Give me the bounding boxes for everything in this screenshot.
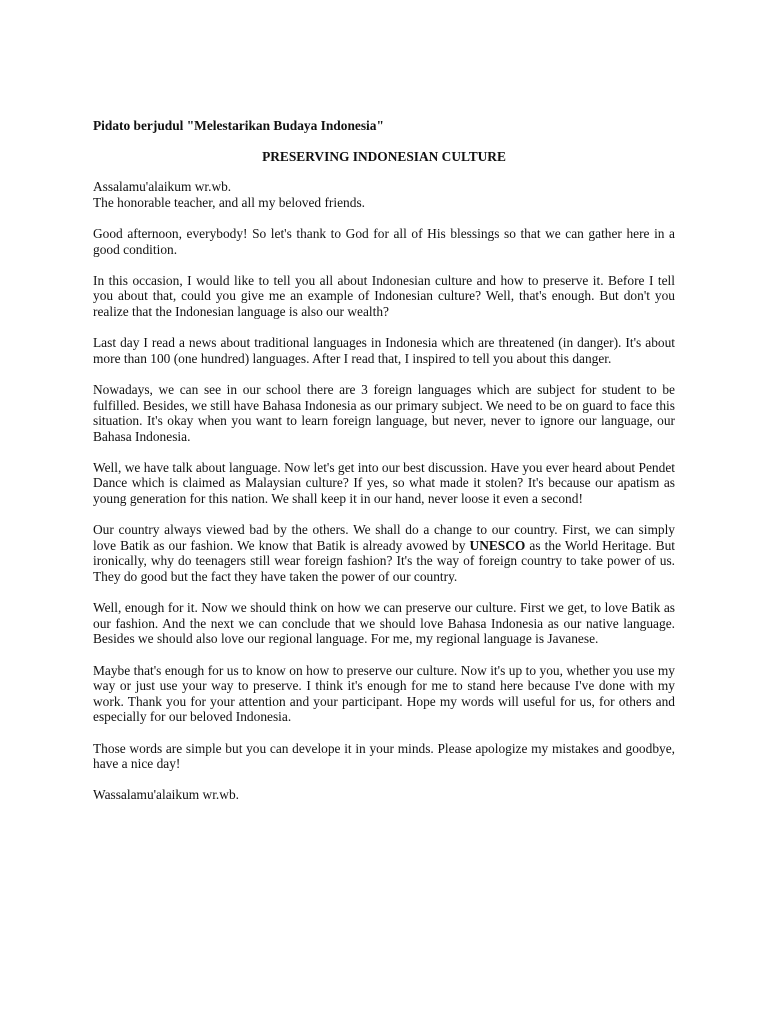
paragraph-batik	[93, 522, 675, 584]
paragraph-introduction: In this occasion, I would like to tell you all about Indonesian culture and how to preserve it. Before I tell you about that, could you give me an example of Indonesian culture? Well, that's enough. But don't you realize that the Indonesian language is also our wealth?	[93, 272, 675, 319]
greeting-block	[93, 179, 675, 210]
paragraph-news: Last day I read a news about traditional languages in Indonesia which are threatened (in danger). It's about more than 100 (one hundred) languages. After I read that, I inspired to tell you about this danger.	[93, 335, 675, 366]
paragraph-conclusion: Maybe that's enough for us to know on how to preserve our culture. Now it's up to you, whether you use my way or just use your way to preserve. I think it's enough for me to stand here because I've done with my work. Thank you for your attention and your participant. Hope my words will useful for us, for others and especially for our beloved Indonesia.	[93, 662, 675, 725]
paragraph-farewell: Those words are simple but you can develope it in your minds. Please apologize my mistakes and goodbye, have a nice day!	[93, 740, 675, 772]
document-heading: Pidato berjudul "Melestarikan Budaya Indonesia"	[93, 118, 384, 133]
greeting-salam: Assalamu'alaikum wr.wb.	[93, 179, 232, 195]
paragraph-pendet-dance: Well, we have talk about language. Now let's get into our best discussion. Have you ever heard about Pendet Dance which is claimed as Malaysian culture? If yes, so what made it stolen? It's because our apatism as young generation for this nation. We shall keep it in our hand, never loose it even a second!	[93, 459, 675, 507]
paragraph-batik-text-2: as the World Heritage. But ironically, why do teenagers still wear foreign fashion? It's the way of foreign country to take power of us. They do good but the fact they have taken the power of our country.	[93, 537, 676, 585]
paragraph-foreign-languages: Nowadays, we can see in our school there are 3 foreign languages which are subject for student to be fulfilled. Besides, we still have Bahasa Indonesia as our primary subject. We need to be on guard to face this situation. It's okay when you want to learn foreign language, but never, never to ignore our language, our Bahasa Indonesia.	[93, 381, 675, 444]
unesco-emphasis: UNESCO	[469, 537, 526, 553]
paragraph-batik-text-1: Our country always viewed bad by the others. We shall do a change to our country. First, we can simply love Batik as our fashion. We know that Batik is already avowed by	[93, 522, 675, 553]
greeting-address: The honorable teacher, and all my beloved friends.	[93, 194, 366, 210]
paragraph-opening: Good afternoon, everybody! So let's thank to God for all of His blessings so that we can gather here in a good condition.	[93, 225, 675, 257]
document-title: PRESERVING INDONESIAN CULTURE	[262, 148, 506, 164]
paragraph-preservation: Well, enough for it. Now we should think on how we can preserve our culture. First we get, to love Batik as our fashion. And the next we can conclude that we should love Bahasa Indonesia as our native language. Besides we should also love our regional language. For me, my regional language is Javanese.	[93, 600, 675, 647]
closing-salam: Wassalamu'alaikum wr.wb.	[93, 787, 239, 803]
document-body	[93, 118, 675, 819]
